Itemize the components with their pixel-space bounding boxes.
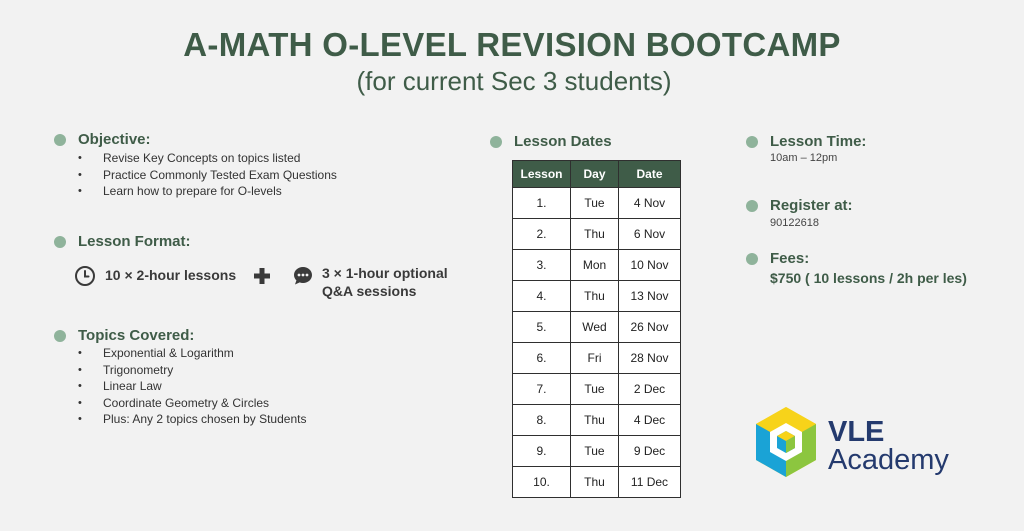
day-cell: Fri xyxy=(571,343,619,374)
register-phone: 90122618 xyxy=(770,217,819,229)
objective-heading-row xyxy=(54,131,151,148)
table-row xyxy=(513,405,681,436)
date-cell: 10 Nov xyxy=(619,250,681,281)
day-cell: Thu xyxy=(571,467,619,498)
table-row xyxy=(513,188,681,219)
fees-value: $750 ( 10 lessons / 2h per les) xyxy=(770,270,967,286)
logo-text-academy: Academy xyxy=(828,443,949,476)
day-cell: Thu xyxy=(571,281,619,312)
lesson-number-cell: 3. xyxy=(513,250,571,281)
hexagon-logo-icon xyxy=(752,405,820,486)
day-cell: Mon xyxy=(571,250,619,281)
lesson-number-cell: 7. xyxy=(513,374,571,405)
list-item: • Trigonometry xyxy=(78,362,306,379)
register-heading: Register at: xyxy=(770,197,853,214)
lesson-number-cell: 5. xyxy=(513,312,571,343)
objective-heading: Objective: xyxy=(78,131,151,148)
date-cell: 13 Nov xyxy=(619,281,681,312)
table-row xyxy=(513,312,681,343)
lesson-time-heading: Lesson Time: xyxy=(770,133,867,150)
logo-text-vle: VLE xyxy=(828,415,885,448)
lesson-number-cell: 9. xyxy=(513,436,571,467)
qa-format-item xyxy=(292,264,448,300)
list-item: • Linear Law xyxy=(78,378,306,395)
lesson-number-cell: 2. xyxy=(513,219,571,250)
register-heading-row xyxy=(746,197,853,214)
qa-line-2: Q&A sessions xyxy=(322,283,417,299)
list-item: • Exponential & Logarithm xyxy=(78,345,306,362)
day-cell: Tue xyxy=(571,374,619,405)
lesson-dates-heading-row xyxy=(490,133,612,150)
bullet-dot-icon xyxy=(746,253,758,265)
page-subtitle: (for current Sec 3 students) xyxy=(356,66,672,96)
table-row xyxy=(513,374,681,405)
lesson-number-cell: 6. xyxy=(513,343,571,374)
lesson-dates-heading: Lesson Dates xyxy=(514,133,612,150)
table-row xyxy=(513,436,681,467)
list-item: • Revise Key Concepts on topics listed xyxy=(78,150,337,167)
bullet-dot-icon xyxy=(490,136,502,148)
vle-academy-logo xyxy=(752,405,949,486)
date-cell: 28 Nov xyxy=(619,343,681,374)
lesson-dates-table xyxy=(512,160,681,498)
table-row xyxy=(513,343,681,374)
table-row xyxy=(513,467,681,498)
topics-heading: Topics Covered: xyxy=(78,327,195,344)
date-cell: 2 Dec xyxy=(619,374,681,405)
topics-heading-row xyxy=(54,327,194,344)
lessons-count-text: 10 × 2-hour lessons xyxy=(105,267,237,283)
lesson-number-cell: 10. xyxy=(513,467,571,498)
plus-icon xyxy=(253,267,271,290)
date-cell: 4 Dec xyxy=(619,405,681,436)
table-row xyxy=(513,250,681,281)
qa-line-1: 3 × 1-hour optional xyxy=(322,265,448,281)
date-cell: 11 Dec xyxy=(619,467,681,498)
bullet-dot-icon xyxy=(746,136,758,148)
list-item: • Plus: Any 2 topics chosen by Students xyxy=(78,411,306,428)
list-item: • Practice Commonly Tested Exam Questions xyxy=(78,167,337,184)
bullet-dot-icon xyxy=(54,236,66,248)
lesson-number-cell: 1. xyxy=(513,188,571,219)
bullet-dot-icon xyxy=(746,200,758,212)
list-item: • Learn how to prepare for O-levels xyxy=(78,183,337,200)
bullet-dot-icon xyxy=(54,330,66,342)
lessons-format-item xyxy=(74,265,236,292)
day-cell: Tue xyxy=(571,436,619,467)
lesson-number-cell: 4. xyxy=(513,281,571,312)
date-cell: 26 Nov xyxy=(619,312,681,343)
objective-list xyxy=(78,150,337,200)
fees-heading: Fees: xyxy=(770,250,810,267)
clock-icon xyxy=(74,265,96,292)
lesson-format-heading: Lesson Format: xyxy=(78,233,191,250)
day-cell: Thu xyxy=(571,219,619,250)
lesson-time-value: 10am – 12pm xyxy=(770,152,838,164)
fees-heading-row xyxy=(746,250,809,267)
bullet-dot-icon xyxy=(54,134,66,146)
topics-list xyxy=(78,345,306,428)
lesson-time-heading-row xyxy=(746,133,866,150)
date-cell: 9 Dec xyxy=(619,436,681,467)
list-item: • Coordinate Geometry & Circles xyxy=(78,395,306,412)
column-header-day: Day xyxy=(571,161,619,188)
date-cell: 6 Nov xyxy=(619,219,681,250)
date-cell: 4 Nov xyxy=(619,188,681,219)
day-cell: Tue xyxy=(571,188,619,219)
page-title: A-MATH O-LEVEL REVISION BOOTCAMP xyxy=(183,26,841,63)
lesson-format-heading-row xyxy=(54,233,191,250)
day-cell: Thu xyxy=(571,405,619,436)
chat-icon xyxy=(292,265,314,292)
lesson-number-cell: 8. xyxy=(513,405,571,436)
column-header-date: Date xyxy=(619,161,681,188)
table-row xyxy=(513,219,681,250)
column-header-lesson: Lesson xyxy=(513,161,571,188)
table-header-row xyxy=(513,161,681,188)
day-cell: Wed xyxy=(571,312,619,343)
table-row xyxy=(513,281,681,312)
